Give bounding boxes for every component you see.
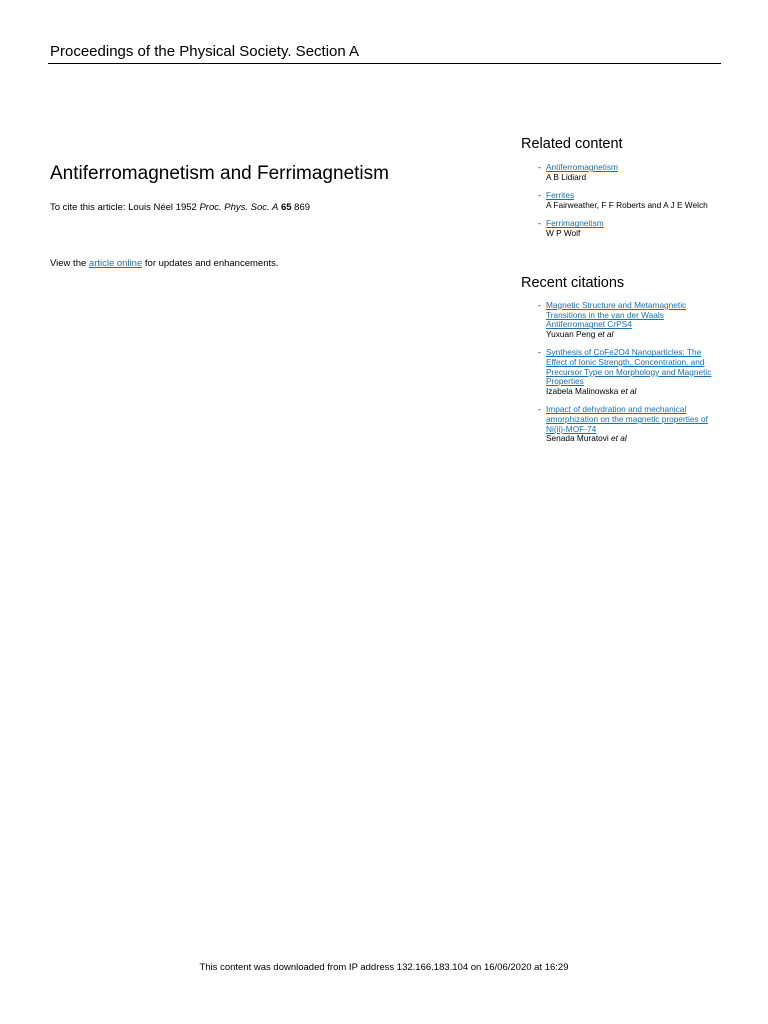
related-content-heading: Related content: [521, 136, 623, 152]
article-online-link[interactable]: article online: [88, 258, 143, 269]
list-dash: -: [538, 190, 541, 201]
citation-item: [538, 301, 718, 339]
citation-item-etal: et al: [597, 328, 614, 339]
view-prefix: View the: [50, 258, 87, 269]
recent-citations-list: [538, 301, 718, 444]
related-item: [538, 191, 718, 210]
view-suffix: for updates and enhancements.: [144, 258, 279, 269]
cite-prefix: To cite this article:: [50, 202, 126, 213]
cite-journal: Proc. Phys. Soc. A: [199, 202, 279, 213]
related-item: [538, 163, 718, 182]
related-item: [538, 219, 718, 238]
citation-item-author: Senada Muratovi: [546, 433, 609, 444]
recent-citations-heading: Recent citations: [521, 275, 625, 291]
related-item-link[interactable]: Ferrites: [546, 190, 575, 201]
cite-volume: 65: [280, 202, 292, 213]
citation-item-author: Yuxuan Peng: [546, 328, 596, 339]
citation-line: [50, 202, 310, 214]
list-dash: -: [538, 404, 541, 415]
citation-item-etal: et al: [620, 385, 637, 396]
related-item-link[interactable]: Ferrimagnetism: [546, 218, 604, 229]
view-online-line: [50, 258, 279, 270]
article-title: Antiferromagnetism and Ferrimagnetism: [50, 163, 389, 184]
related-content-list: [538, 163, 718, 239]
citation-item: [538, 405, 718, 443]
related-item-author: W P Wolf: [546, 227, 581, 238]
list-dash: -: [538, 218, 541, 229]
citation-item-author-line: [546, 387, 718, 397]
list-dash: -: [538, 162, 541, 172]
citation-item: [538, 348, 718, 396]
citation-item-link[interactable]: Impact of dehydration and mechanical amorphization on the magnetic properties of Ni(ii)-MOF-74: [546, 404, 708, 434]
citation-item-author: Izabela Malinowska: [546, 385, 619, 396]
citation-item-etal: et al: [611, 433, 627, 444]
list-dash: -: [538, 300, 541, 310]
journal-title: Proceedings of the Physical Society. Section A: [50, 43, 360, 60]
related-item-author: A B Lidiard: [546, 171, 587, 182]
cite-author: Louis Néel: [128, 202, 174, 213]
header-rule: [48, 63, 721, 64]
cite-page: 869: [294, 202, 311, 213]
related-item-author: A Fairweather, F F Roberts and A J E Welch: [546, 199, 708, 210]
download-notice: This content was downloaded from IP address 132.166.183.104 on 16/06/2020 at 16:29: [199, 962, 569, 973]
citation-item-author-line: [546, 330, 718, 340]
cite-year: 1952: [175, 202, 197, 213]
related-item-link[interactable]: Antiferromagnetism: [546, 162, 618, 172]
list-dash: -: [538, 347, 541, 358]
citation-item-link[interactable]: Magnetic Structure and Metamagnetic Transitions in the van der Waals Antiferromagnet CrPS4: [546, 300, 687, 330]
citation-item-link[interactable]: Synthesis of CoFe2O4 Nanoparticles: The Effect of Ionic Strength, Concentration, and Precursor Type on Morphology and Magnetic Properties: [546, 347, 712, 387]
citation-item-author-line: [546, 434, 718, 444]
